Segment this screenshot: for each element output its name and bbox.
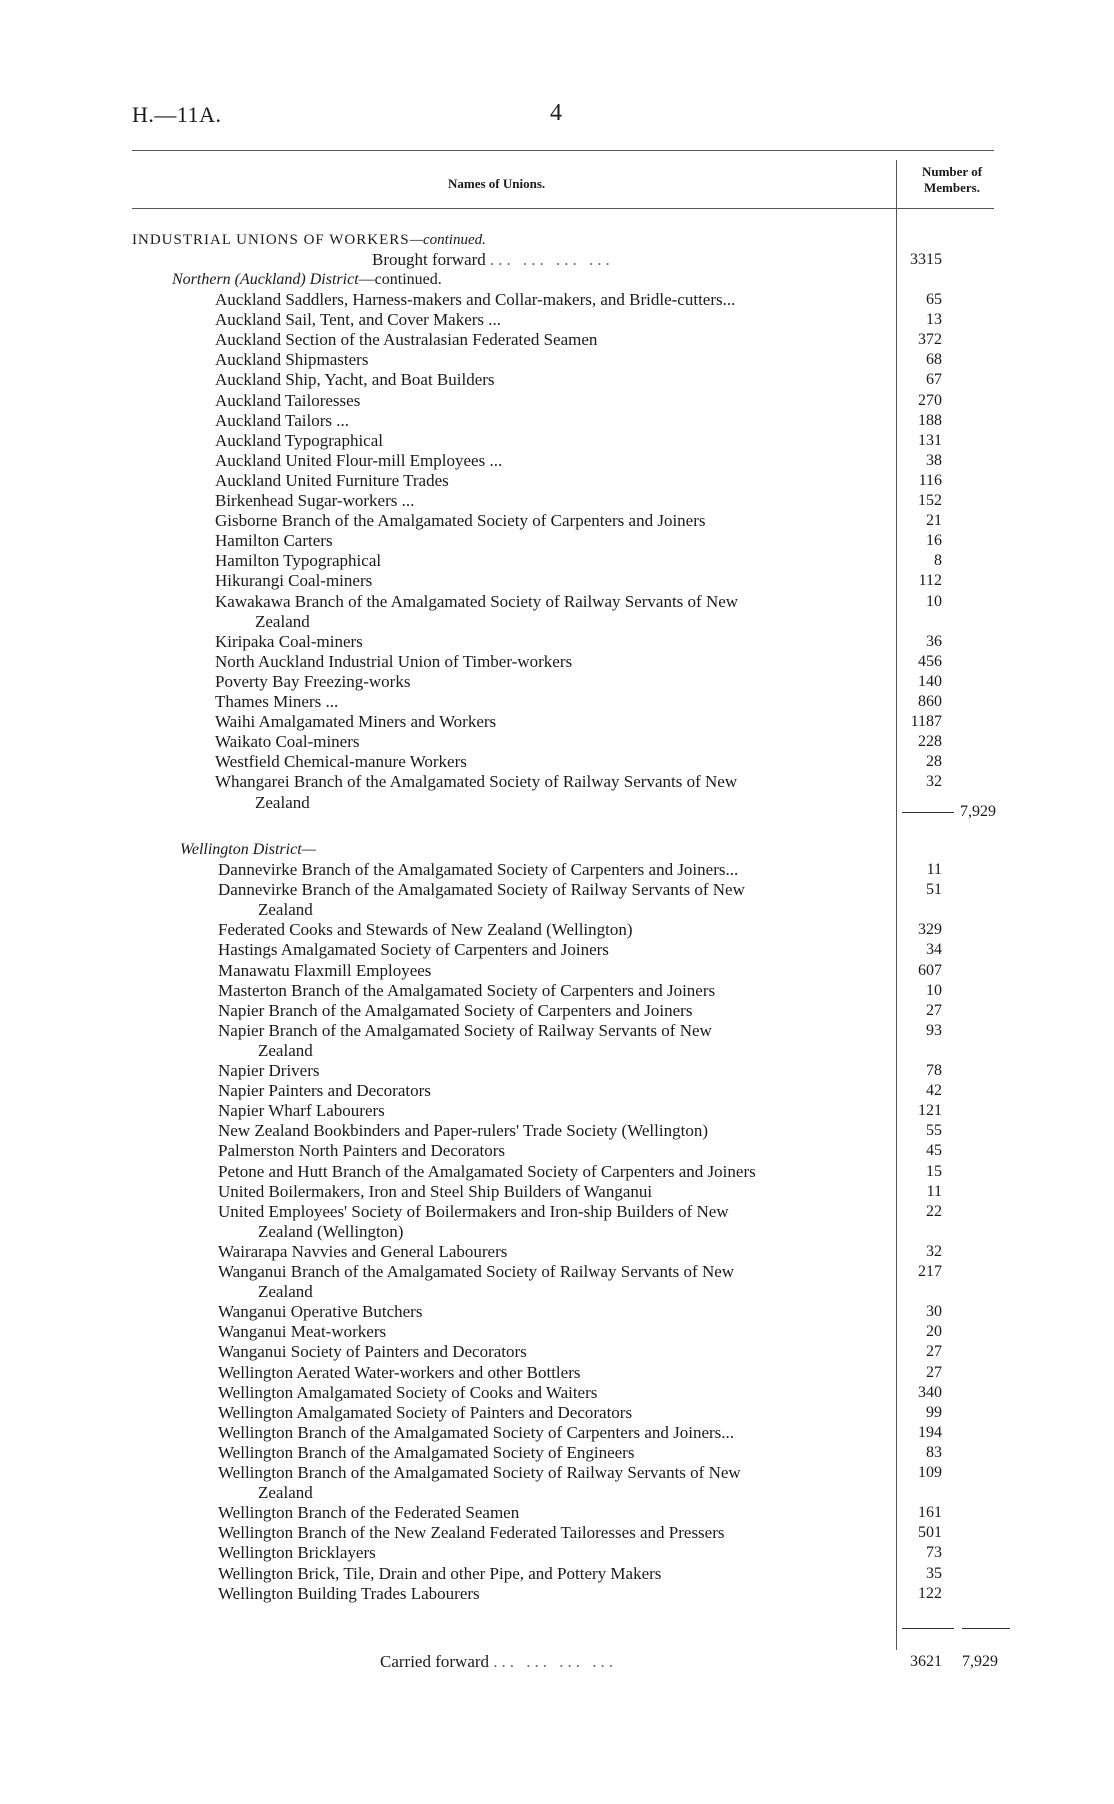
member-count: 194 xyxy=(918,1423,942,1441)
member-count: 20 xyxy=(926,1323,942,1341)
union-name: Auckland Ship, Yacht, and Boat Builders xyxy=(215,370,495,390)
union-name: Westfield Chemical-manure Workers xyxy=(215,752,467,772)
carried-sum-rule-members xyxy=(902,1628,954,1629)
section-continued: —continued. xyxy=(409,232,486,248)
member-count: 83 xyxy=(926,1443,942,1461)
union-name-continued: Zealand xyxy=(258,1483,313,1503)
union-name: Dannevirke Branch of the Amalgamated Society of Railway Servants of New xyxy=(218,880,745,900)
member-count: 32 xyxy=(926,773,942,791)
union-name: Wanganui Branch of the Amalgamated Society of Railway Servants of New xyxy=(218,1262,735,1281)
member-count: 161 xyxy=(918,1504,942,1522)
union-name: Masterton Branch of the Amalgamated Society of Carpenters and Joiners xyxy=(218,980,716,1000)
union-name: Gisborne Branch of the Amalgamated Society of Carpenters and Joiners xyxy=(215,511,706,531)
member-count: 607 xyxy=(918,961,942,979)
member-count: 38 xyxy=(926,451,942,469)
union-name: Wellington Amalgamated Society of Cooks and Waiters xyxy=(218,1382,598,1402)
union-name: Wellington Branch of the Federated Seamen xyxy=(218,1503,520,1523)
union-name: Auckland United Flour-mill Employees ... xyxy=(215,450,503,470)
member-count: 112 xyxy=(918,572,942,590)
header-bottom-rule xyxy=(132,208,994,209)
union-name: Auckland Shipmasters xyxy=(215,350,369,370)
member-count: 65 xyxy=(926,291,942,308)
union-name: North Auckland Industrial Union of Timber-workers xyxy=(215,651,573,671)
carried-forward-total: 7,929 xyxy=(962,1653,998,1670)
union-name: New Zealand Bookbinders and Paper-rulers' Trade Society (Wellington) xyxy=(218,1121,708,1141)
union-name: Wanganui Meat-workers xyxy=(218,1322,387,1342)
member-count: 329 xyxy=(918,921,942,939)
member-count: 73 xyxy=(926,1544,942,1562)
union-name: Thames Miners ... xyxy=(215,692,339,711)
member-count: 21 xyxy=(926,512,942,530)
union-name: Waikato Coal-miners xyxy=(215,732,360,752)
union-name: Wellington Branch of the Amalgamated Society of Engineers xyxy=(218,1442,635,1462)
member-count: 140 xyxy=(918,672,942,690)
union-name-continued: Zealand (Wellington) xyxy=(258,1221,404,1241)
member-count: 27 xyxy=(926,1343,942,1361)
member-count: 15 xyxy=(926,1162,942,1180)
member-count: 270 xyxy=(918,391,942,409)
northern-total: 7,929 xyxy=(960,803,996,820)
union-name: Manawatu Flaxmill Employees xyxy=(218,960,432,980)
union-name: Wellington Aerated Water-workers and other Bottlers xyxy=(218,1362,581,1382)
union-name: Whangarei Branch of the Amalgamated Society of Railway Servants of New xyxy=(215,772,738,792)
union-name: Auckland United Furniture Trades xyxy=(215,470,449,490)
member-count: 11 xyxy=(926,861,942,878)
member-count: 11 xyxy=(926,1182,942,1200)
member-count: 501 xyxy=(918,1524,942,1542)
member-count: 51 xyxy=(926,881,942,899)
page-number: 4 xyxy=(550,100,562,126)
northern-district-heading: Northern (Auckland) District—continued. xyxy=(172,271,442,288)
union-name: United Employees' Society of Boilermakers and Iron-ship Builders of New xyxy=(218,1201,729,1221)
union-name-continued: Zealand xyxy=(255,611,310,631)
union-name: Hamilton Carters xyxy=(215,531,333,551)
member-count: 217 xyxy=(918,1263,942,1280)
column-header-members xyxy=(912,164,992,196)
column-header-names: Names of Unions. xyxy=(448,176,546,191)
member-count: 99 xyxy=(926,1403,942,1421)
union-name: Wellington Branch of the Amalgamated Society of Railway Servants of New xyxy=(218,1463,741,1482)
member-count: 340 xyxy=(918,1383,942,1401)
member-count: 93 xyxy=(926,1021,942,1039)
section-title: INDUSTRIAL UNIONS OF WORKERS xyxy=(132,232,410,248)
member-count: 372 xyxy=(918,331,942,349)
page-identifier: H.—11A. xyxy=(132,102,222,127)
union-name: Kawakawa Branch of the Amalgamated Society of Railway Servants of New xyxy=(215,591,739,611)
member-count: 27 xyxy=(926,1001,942,1019)
member-count: 30 xyxy=(926,1303,942,1321)
union-name: Auckland Section of the Australasian Federated Seamen xyxy=(215,330,598,350)
union-name: Wellington Branch of the New Zealand Federated Tailoresses and Pressers xyxy=(218,1523,725,1543)
brought-forward-value: 3315 xyxy=(910,251,942,268)
union-name: Napier Drivers xyxy=(218,1061,320,1080)
member-count: 228 xyxy=(918,733,942,751)
union-name: Hamilton Typographical xyxy=(215,551,382,571)
brought-forward-label: Brought forward ... ... ... ... xyxy=(372,250,614,269)
union-name: Kiripaka Coal-miners xyxy=(215,631,363,651)
union-name: Wellington Brick, Tile, Drain and other Pipe, and Pottery Makers xyxy=(218,1563,662,1583)
member-count: 1187 xyxy=(910,713,942,731)
union-name: Wanganui Society of Painters and Decorators xyxy=(218,1342,527,1362)
member-count: 188 xyxy=(918,411,942,429)
union-name: Auckland Sail, Tent, and Cover Makers ... xyxy=(215,310,502,330)
union-name: Wellington Branch of the Amalgamated Society of Carpenters and Joiners... xyxy=(218,1422,735,1442)
member-count: 13 xyxy=(926,311,942,329)
union-name: Hastings Amalgamated Society of Carpenters and Joiners xyxy=(218,940,609,960)
member-count: 68 xyxy=(926,351,942,369)
member-count: 860 xyxy=(918,693,942,710)
member-count: 42 xyxy=(926,1082,942,1100)
member-count: 456 xyxy=(918,652,942,670)
union-name: Birkenhead Sugar-workers ... xyxy=(215,491,415,510)
members-header-line1: Number of xyxy=(921,164,983,179)
union-name: Auckland Tailors ... xyxy=(215,410,349,430)
union-name: Wanganui Operative Butchers xyxy=(218,1302,423,1322)
union-name: Napier Wharf Labourers xyxy=(218,1101,385,1121)
union-name: Palmerston North Painters and Decorators xyxy=(218,1141,506,1161)
union-name-continued: Zealand xyxy=(258,900,313,920)
wellington-district-heading: Wellington District— xyxy=(180,841,316,858)
member-count: 10 xyxy=(926,981,942,999)
member-count: 10 xyxy=(926,592,942,610)
union-name-continued: Zealand xyxy=(258,1040,313,1060)
members-header-line2: Members. xyxy=(924,180,980,195)
union-name: Poverty Bay Freezing-works xyxy=(215,671,411,691)
union-name: Napier Branch of the Amalgamated Society of Carpenters and Joiners xyxy=(218,1000,693,1020)
member-count: 109 xyxy=(918,1464,942,1481)
union-name: Dannevirke Branch of the Amalgamated Society of Carpenters and Joiners... xyxy=(218,860,739,879)
section-heading xyxy=(132,232,486,249)
member-count: 131 xyxy=(918,431,942,449)
member-count: 152 xyxy=(918,492,942,509)
member-count: 34 xyxy=(926,941,942,959)
union-name: United Boilermakers, Iron and Steel Ship Builders of Wanganui xyxy=(218,1181,653,1201)
top-rule xyxy=(132,150,994,151)
union-name: Auckland Tailoresses xyxy=(215,390,361,410)
member-count: 32 xyxy=(926,1242,942,1260)
union-name: Hikurangi Coal-miners xyxy=(215,571,373,591)
union-name: Auckland Typographical xyxy=(215,430,383,450)
union-name-continued: Zealand xyxy=(255,792,310,812)
member-count: 121 xyxy=(918,1102,942,1120)
member-count: 45 xyxy=(926,1142,942,1160)
member-count: 27 xyxy=(926,1363,942,1381)
member-count: 116 xyxy=(918,471,942,489)
member-count: 28 xyxy=(926,753,942,771)
member-count: 16 xyxy=(926,532,942,550)
union-name: Wellington Building Trades Labourers xyxy=(218,1583,480,1603)
carried-forward-label: Carried forward ... ... ... ... xyxy=(380,1652,618,1671)
union-name: Napier Branch of the Amalgamated Society of Railway Servants of New xyxy=(218,1020,712,1040)
member-count: 78 xyxy=(926,1062,942,1079)
member-count: 122 xyxy=(918,1584,942,1602)
union-name: Auckland Saddlers, Harness-makers and Collar-makers, and Bridle-cutters... xyxy=(215,290,736,309)
member-count: 8 xyxy=(934,552,942,570)
union-name: Napier Painters and Decorators xyxy=(218,1081,431,1101)
union-name: Wellington Amalgamated Society of Painters and Decorators xyxy=(218,1402,633,1422)
union-name: Wellington Bricklayers xyxy=(218,1543,376,1563)
union-name: Waihi Amalgamated Miners and Workers xyxy=(215,712,497,732)
union-name-continued: Zealand xyxy=(258,1282,313,1302)
member-count: 22 xyxy=(926,1202,942,1220)
union-name: Wairarapa Navvies and General Labourers xyxy=(218,1241,508,1261)
member-count: 35 xyxy=(926,1564,942,1582)
carried-sum-rule-total xyxy=(962,1628,1010,1629)
northern-sum-rule xyxy=(902,812,954,813)
union-name: Federated Cooks and Stewards of New Zealand (Wellington) xyxy=(218,920,633,940)
member-count: 36 xyxy=(926,632,942,650)
member-count: 55 xyxy=(926,1122,942,1140)
carried-forward-value: 3621 xyxy=(910,1653,942,1670)
member-count: 67 xyxy=(926,371,942,389)
union-name: Petone and Hutt Branch of the Amalgamated Society of Carpenters and Joiners xyxy=(218,1161,756,1181)
